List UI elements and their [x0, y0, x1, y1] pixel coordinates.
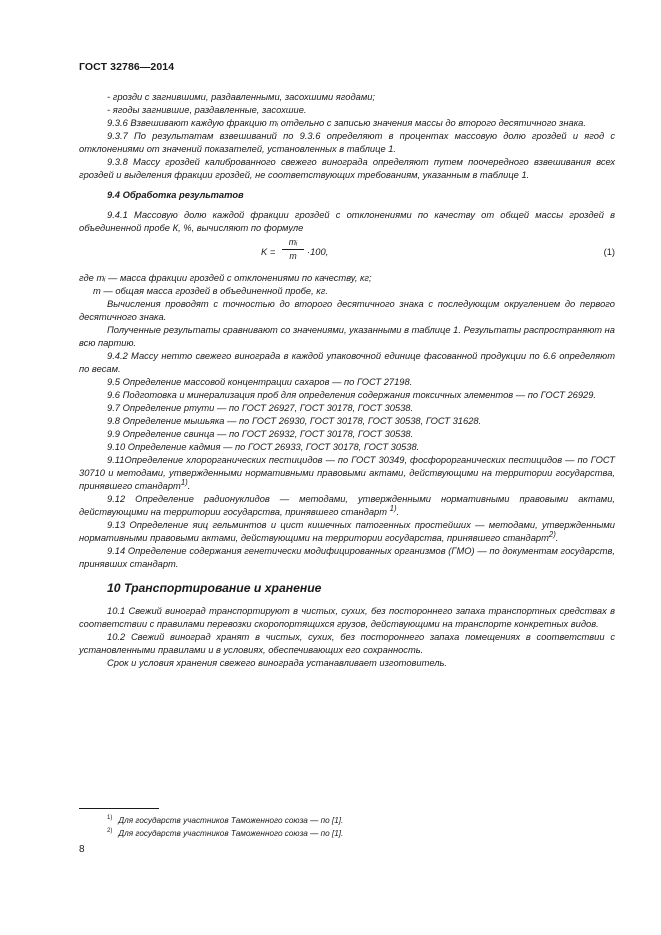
fraction-line: [282, 249, 304, 250]
paragraph: 9.4.2 Массу нетто свежего винограда в каждой упаковочной единице фасованной продукции по 6.6 определяют по весам.: [79, 351, 615, 374]
footnote-text: Для государств участников Таможенного союза — по [1].: [118, 816, 344, 825]
paragraph-with-footnote: 9.11Определение хлорорганических пестицидов — по ГОСТ 30349, фосфорорганических пестицидов — по ГОСТ 30710 и методами, утвержденными нормативными правовыми актами, действующими на территории государства, принявшего стандарт$^{1)}$.: [79, 455, 615, 491]
paragraph: Полученные результаты сравнивают со значениями, указанными в таблице 1. Результаты распространяют на всю партию.: [79, 325, 615, 348]
paragraph-with-footnote: 9.12 Определение радионуклидов — методами, утвержденными нормативными правовыми актами, действующими на территории государства, принявшего стандарт $^{1)}$.: [79, 494, 615, 517]
formula-1: [79, 238, 615, 268]
paragraph: - грозди с загнившими, раздавленными, засохшими ягодами;: [107, 92, 376, 102]
footnote-mark: 1): [107, 815, 113, 822]
footnote-mark: 2): [548, 529, 556, 539]
paragraph: 9.8 Определение мышьяка — по ГОСТ 26930, ГОСТ 30178, ГОСТ 30538, ГОСТ 31628.: [107, 416, 482, 426]
formula-rhs: ·100,: [307, 247, 329, 257]
paragraph: 9.3.7 По результатам взвешиваний по 9.3.6 определяют в процентах массовую долю гроздей и ягод с отклонениями от значений показателей, установленных в таблице 1.: [79, 131, 615, 154]
footnote-text: Для государств участников Таможенного союза — по [1].: [118, 829, 344, 838]
footnote: [107, 829, 343, 838]
paragraph: 9.10 Определение кадмия — по ГОСТ 26933, ГОСТ 30178, ГОСТ 30538.: [107, 442, 420, 452]
footnote-mark: 2): [107, 828, 113, 835]
paragraph: 9.6 Подготовка и минерализация проб для определения содержания токсичных элементов — по ГОСТ 26929.: [107, 390, 597, 400]
paragraph: где mᵢ — масса фракции гроздей с отклонениями по качеству, кг;: [79, 273, 372, 283]
paragraph: m — общая масса гроздей в объединенной пробе, кг.: [93, 286, 328, 296]
section-title: 10 Транспортирование и хранение: [107, 581, 322, 595]
formula-fraction: [282, 237, 304, 262]
paragraph-with-footnote: 9.13 Определение яиц гельминтов и цист кишечных патогенных простейших — методами, утвержденными нормативными правовыми актами, действующими на территории государства, принявшего стандарт$^{2)}$.: [79, 520, 615, 543]
footnote: [107, 816, 343, 825]
paragraph: 10.2 Свежий виноград хранят в чистых, сухих, без постороннего запаха помещениях в соответствии с установленными правилами и в условиях, обеспечивающих его сохранность.: [79, 632, 615, 655]
paragraph: 9.9 Определение свинца — по ГОСТ 26932, ГОСТ 30178, ГОСТ 30538.: [107, 429, 414, 439]
paragraph-text: 9.11Определение хлорорганических пестицидов — по ГОСТ 30349, фосфорорганических пестицидов — по ГОСТ 30710 и методами, утвержденными нормативными правовыми актами, действующими на территории государства, принявшего стандарт: [79, 455, 615, 491]
formula-numerator: mᵢ: [288, 237, 298, 247]
paragraph: 9.14 Определение содержания генетически модифицированных организмов (ГМО) — по документам государств, принявших стандарт.: [79, 546, 615, 569]
formula-denominator: m: [289, 251, 297, 261]
paragraph: 9.7 Определение ртути — по ГОСТ 26927, ГОСТ 30178, ГОСТ 30538.: [107, 403, 414, 413]
formula-lhs: K =: [261, 247, 276, 257]
document-body: [79, 91, 615, 670]
paragraph: Срок и условия хранения свежего винограда устанавливает изготовитель.: [107, 658, 448, 668]
footnote-mark: 1): [389, 503, 397, 513]
paragraph: 9.3.8 Массу гроздей калиброванного свежего винограда определяют путем поочередного взвешивания всех гроздей и выделения фракции гроздей, не соответствующих требованиям, указанным в таблице 1.: [79, 157, 615, 180]
paragraph-text: 9.13 Определение яиц гельминтов и цист кишечных патогенных простейших — методами, утвержденными нормативными правовыми актами, действующими на территории государства, принявшего стандарт: [79, 520, 615, 543]
footnote-separator: [79, 808, 159, 809]
paragraph: - ягоды загнившие, раздавленные, засохшие.: [107, 105, 307, 115]
page-number: 8: [79, 844, 85, 855]
paragraph: 10.1 Свежий виноград транспортируют в чистых, сухих, без постороннего запаха транспортных средствах в соответствии с правилами перевозки скоропортящихся грузов, действующими на транспорте конкретных видов.: [79, 606, 615, 629]
paragraph: 9.4.1 Массовую долю каждой фракции гроздей с отклонениями по качеству от общей массы гроздей в объединенной пробе К, %, вычисляют по формуле: [79, 210, 615, 233]
paragraph-text: 9.12 Определение радионуклидов — методами, утвержденными нормативными правовыми актами, действующими на территории государства, принявшего стандарт: [79, 494, 615, 517]
paragraph: 9.5 Определение массовой концентрации сахаров — по ГОСТ 27198.: [107, 377, 413, 387]
paragraph: Вычисления проводят с точностью до второго десятичного знака с последующим округлением до первого десятичного знака.: [79, 299, 615, 322]
paragraph: 9.3.6 Взвешивают каждую фракцию mᵢ отдельно с записью значения массы до второго десятичного знака.: [107, 118, 586, 128]
formula-number: (1): [603, 247, 615, 257]
document-header: ГОСТ 32786—2014: [79, 61, 175, 73]
subsection-title: 9.4 Обработка результатов: [107, 190, 244, 200]
footnote-mark: 1): [180, 477, 188, 487]
